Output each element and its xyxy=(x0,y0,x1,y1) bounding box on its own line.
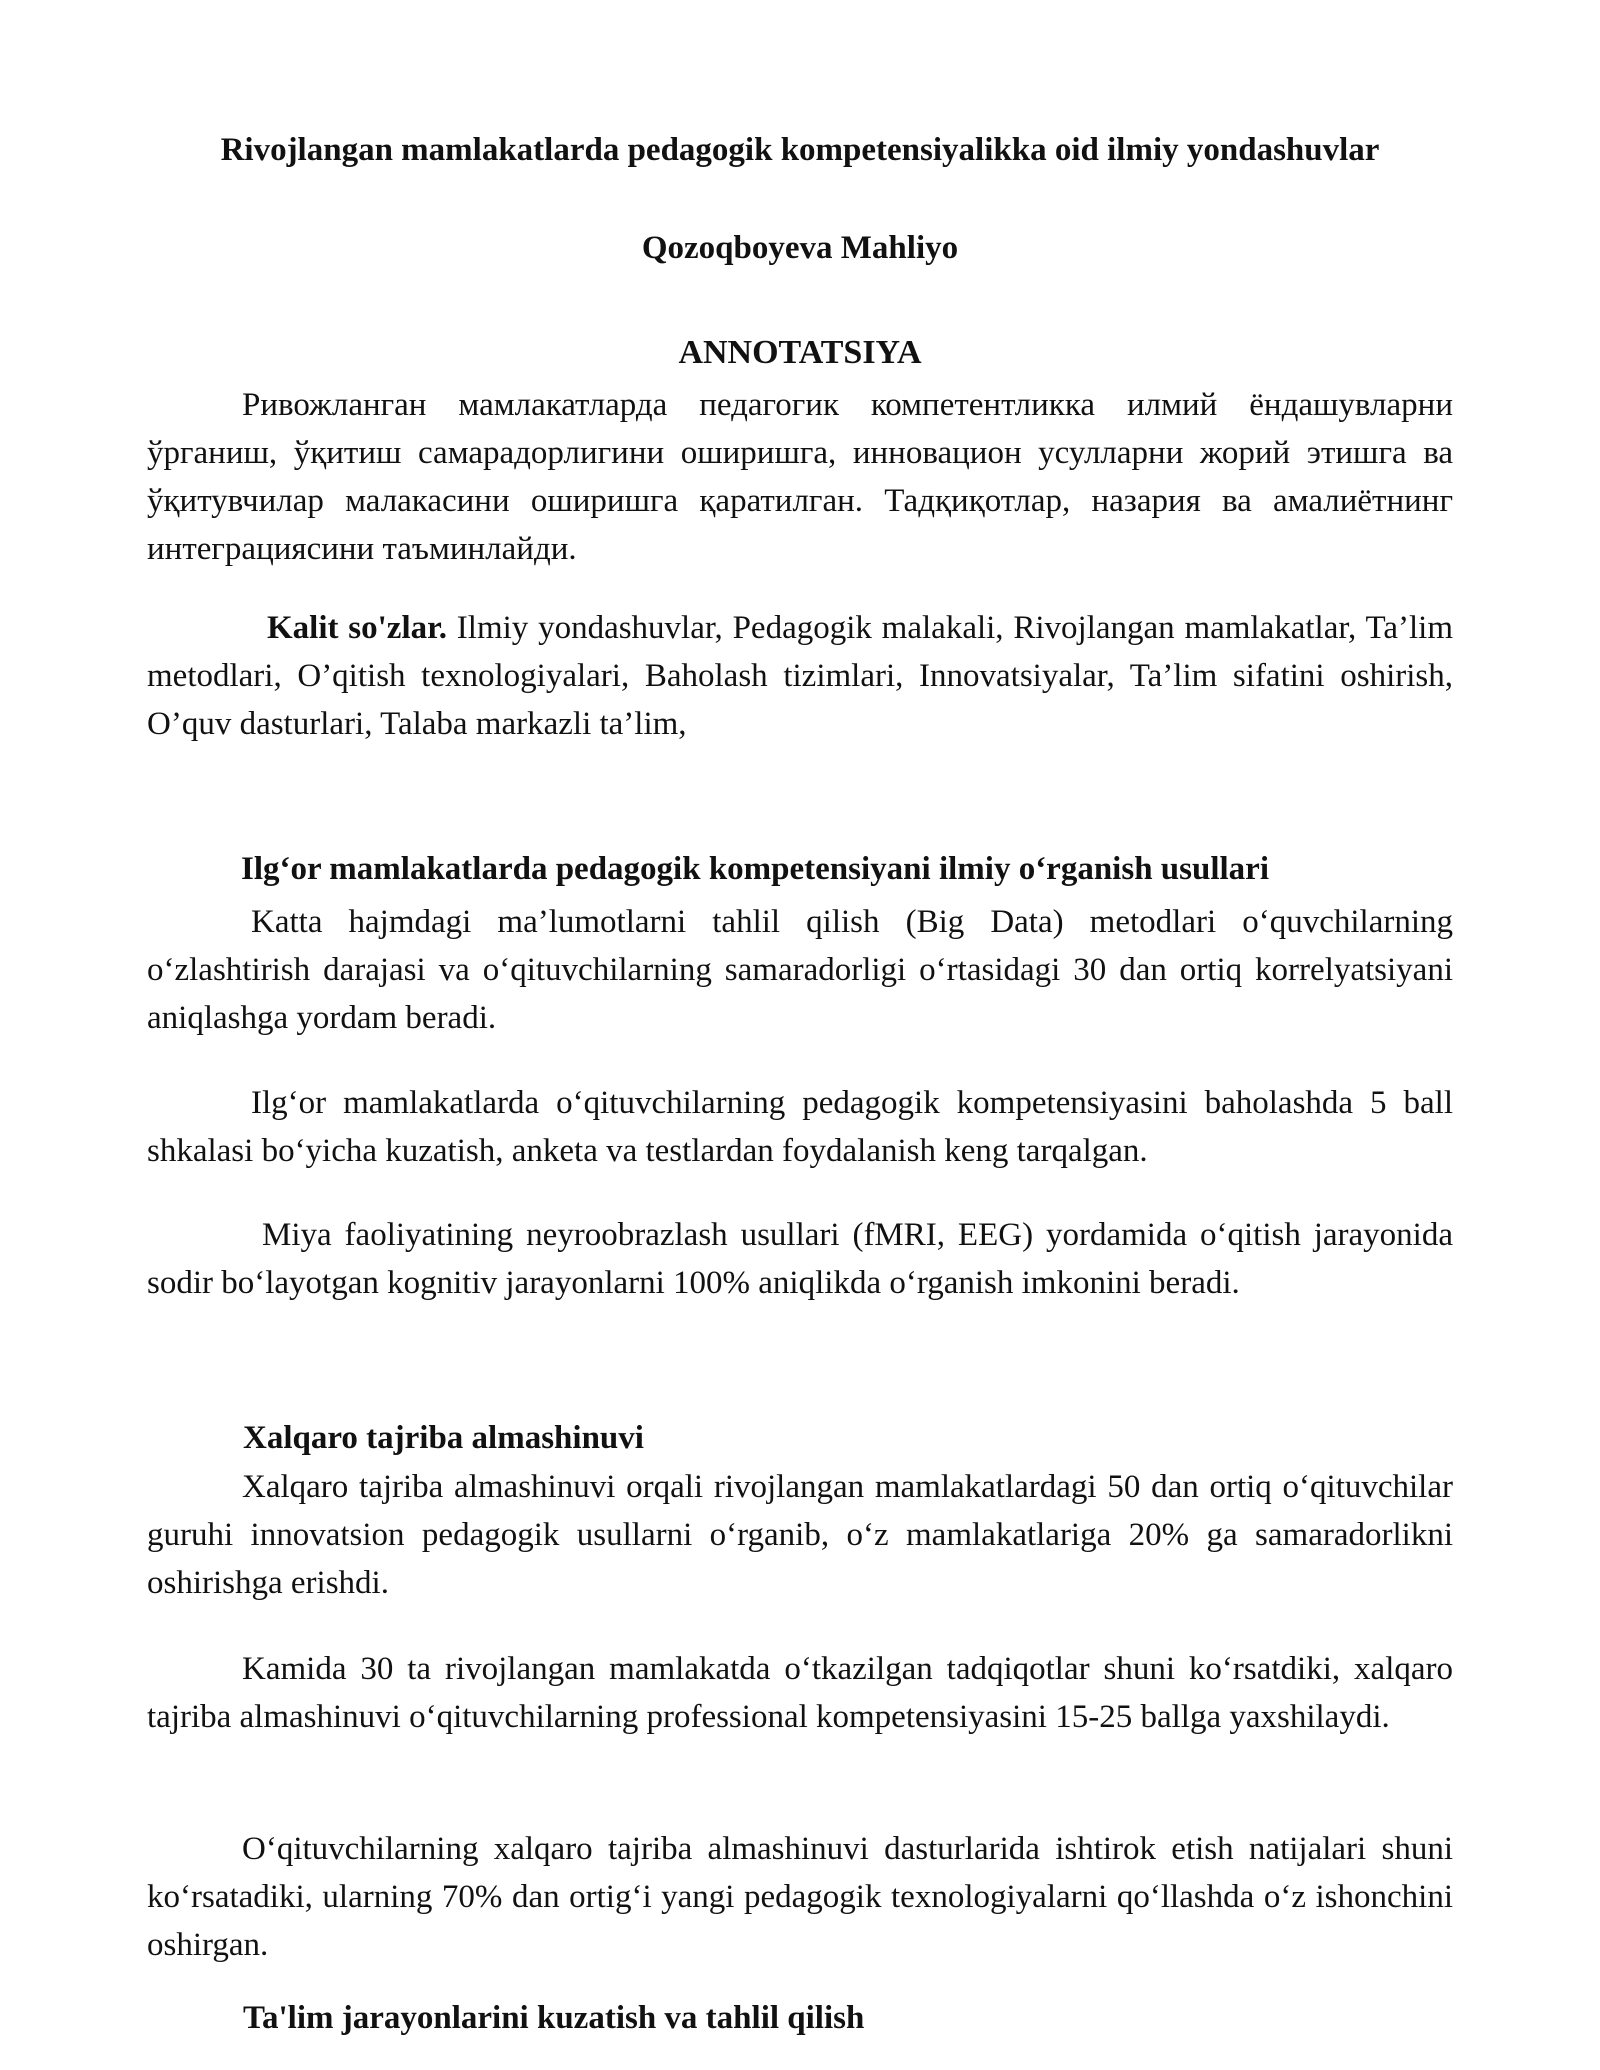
annotation-heading: ANNOTATSIYA xyxy=(678,334,922,371)
section2-paragraph-2: Kamida 30 ta rivojlangan mamlakatda oʻtkazilgan tadqiqotlar shuni koʻrsatdiki, xalqaro tajriba almashinuvi oʻqituvchilarning professional kompetensiyasini 15-25 ballga yaxshilaydi. xyxy=(147,1651,1453,1735)
keywords-list: Ilmiy yondashuvlar, Pedagogik malakali, Rivojlangan mamlakatlar, Ta’lim metodlari, O’qitish texnologiyalari, Baholash tizimlari, Innovatsiyalar, Ta’lim sifatini oshirish, O’quv dasturlari, Talaba markazli ta’lim, xyxy=(147,610,1453,742)
section2-paragraph-1: Xalqaro tajriba almashinuvi orqali rivojlangan mamlakatlardagi 50 dan ortiq oʻqituvchilar guruhi innovatsion pedagogik usullarni oʻrganib, oʻz mamlakatlariga 20% ga samaradorlikni oshirishga erishdi. xyxy=(147,1469,1453,1601)
section-heading: Ta'lim jarayonlarini kuzatish va tahlil qilish xyxy=(243,2000,865,2036)
section-heading: Xalqaro tajriba almashinuvi xyxy=(243,1420,644,1456)
keywords-label: Kalit so'zlar. xyxy=(267,610,447,646)
keywords-paragraph xyxy=(147,604,1453,748)
annotation-paragraph: Ривожланган мамлакатларда педагогик компетентликка илмий ёндашувларни ўрганиш, ўқитиш самарадорлигини оширишга, инновацион усулларни жорий этишга ва ўқитувчилар малакасини оширишга қаратилган. Тадқиқотлар, назария ва амалиётнинг интеграциясини таъминлайди. xyxy=(147,387,1453,567)
section1-paragraph-2: Ilgʻor mamlakatlarda oʻqituvchilarning pedagogik kompetensiyasini baholashda 5 ball shkalasi boʻyicha kuzatish, anketa va testlardan foydalanish keng tarqalgan. xyxy=(147,1085,1453,1169)
section1-paragraph-3: Miya faoliyatining neyroobrazlash usullari (fMRI, EEG) yordamida oʻqitish jarayonida sodir boʻlayotgan kognitiv jarayonlarni 100% aniqlikda oʻrganish imkonini beradi. xyxy=(147,1217,1453,1301)
section2-paragraph-3: Oʻqituvchilarning xalqaro tajriba almashinuvi dasturlarida ishtirok etish natijalari shuni koʻrsatadiki, ularning 70% dan ortigʻi yangi pedagogik texnologiyalarni qoʻllashda oʻz ishonchini oshirgan. xyxy=(147,1831,1453,1963)
section1-paragraph-1: Katta hajmdagi ma’lumotlarni tahlil qilish (Big Data) metodlari oʻquvchilarning oʻzlashtirish darajasi va oʻqituvchilarning samaradorligi oʻrtasidagi 30 dan ortiq korrelyatsiyani aniqlashga yordam beradi. xyxy=(147,904,1453,1036)
author-name: Qozoqboyeva Mahliyo xyxy=(641,230,959,266)
document-title: Rivojlangan mamlakatlarda pedagogik kompetensiyalikka oid ilmiy yondashuvlar xyxy=(220,132,1380,168)
section-heading: Ilgʻor mamlakatlarda pedagogik kompetensiyani ilmiy oʻrganish usullari xyxy=(241,851,1269,887)
